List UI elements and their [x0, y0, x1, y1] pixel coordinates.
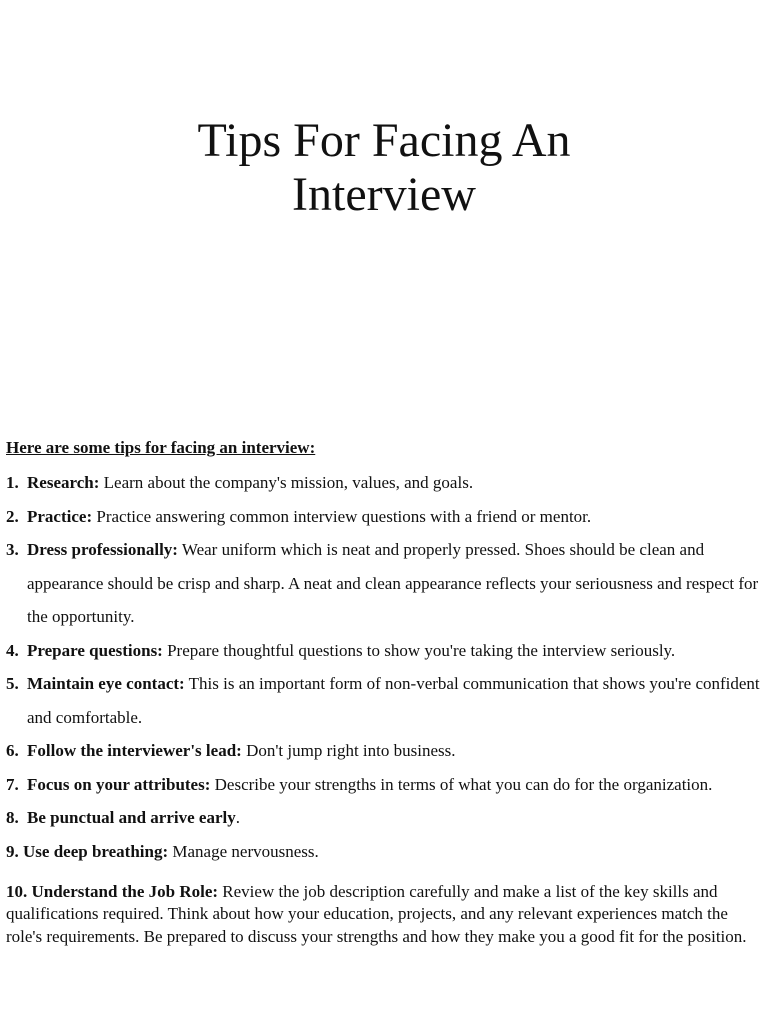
tip-item-job-role — [6, 881, 762, 949]
tip-number: 2. — [6, 506, 19, 526]
tip-text: Don't jump right into business. — [241, 741, 456, 760]
page-title — [0, 114, 768, 222]
page-title-line-2: Interview — [292, 168, 476, 221]
tip-text: Describe your strengths in terms of what you can do for the organization. — [210, 774, 713, 794]
tip-label: Dress professionally: — [27, 540, 178, 559]
tip-item-deep-breathing — [6, 835, 762, 868]
tip-item-punctual — [6, 801, 762, 835]
tip-item-follow-lead — [6, 734, 762, 768]
tip-label: Follow the interviewer's lead: — [27, 741, 242, 760]
tip-item-prepare-questions — [6, 634, 762, 668]
tip-item-practice — [6, 500, 762, 534]
tip-text: Wear uniform which is neat and properly pressed. Shoes should be clean and appearance should be crisp and sharp. A neat and clean appearance reflects your seriousness and respect for the opportunity. — [27, 540, 759, 626]
tip-number: 7. — [6, 774, 19, 794]
tip-label: 9. Use deep breathing: — [6, 841, 169, 861]
tip-text: Learn about the company's mission, values, and goals. — [99, 473, 474, 492]
tip-text: Prepare thoughtful questions to show you're taking the interview seriously. — [162, 640, 676, 660]
tip-item-attributes — [6, 768, 762, 802]
tip-item-eye-contact — [6, 667, 762, 734]
tip-number: 5. — [6, 674, 19, 693]
tip-item-dress-professionally — [6, 533, 762, 634]
tip-number: 3. — [6, 540, 19, 559]
tip-number: 1. — [6, 473, 19, 492]
page-title-line-1: Tips For Facing An — [197, 114, 571, 167]
tip-label: Prepare questions: — [27, 640, 163, 660]
tip-number: 8. — [6, 808, 19, 827]
tip-item-research — [6, 466, 762, 500]
tip-number: 4. — [6, 640, 19, 660]
tip-text: Manage nervousness. — [168, 841, 319, 861]
tip-text: . — [235, 808, 240, 827]
tip-number: 6. — [6, 741, 19, 760]
tip-label: Focus on your attributes: — [27, 774, 211, 794]
tip-label: Research: — [27, 473, 100, 492]
tips-list — [6, 466, 762, 835]
tips-intro: Here are some tips for facing an interview: — [6, 438, 316, 457]
tip-label: 10. Understand the Job Role: — [6, 881, 219, 901]
tip-label: Practice: — [27, 506, 93, 526]
tips-content — [6, 436, 762, 949]
tip-text: This is an important form of non-verbal communication that shows you're confident and comfortable. — [27, 674, 760, 727]
tip-label: Maintain eye contact: — [27, 674, 185, 693]
tip-text: Practice answering common interview questions with a friend or mentor. — [92, 506, 592, 526]
tip-text: Review the job description carefully and make a list of the key skills and qualifications required. Think about how your education, projects, and any relevant experiences match the role's requirements. Be prepared to discuss your strengths and how they make you a good fit for the position. — [6, 881, 747, 946]
tip-label: Be punctual and arrive early — [27, 808, 236, 827]
